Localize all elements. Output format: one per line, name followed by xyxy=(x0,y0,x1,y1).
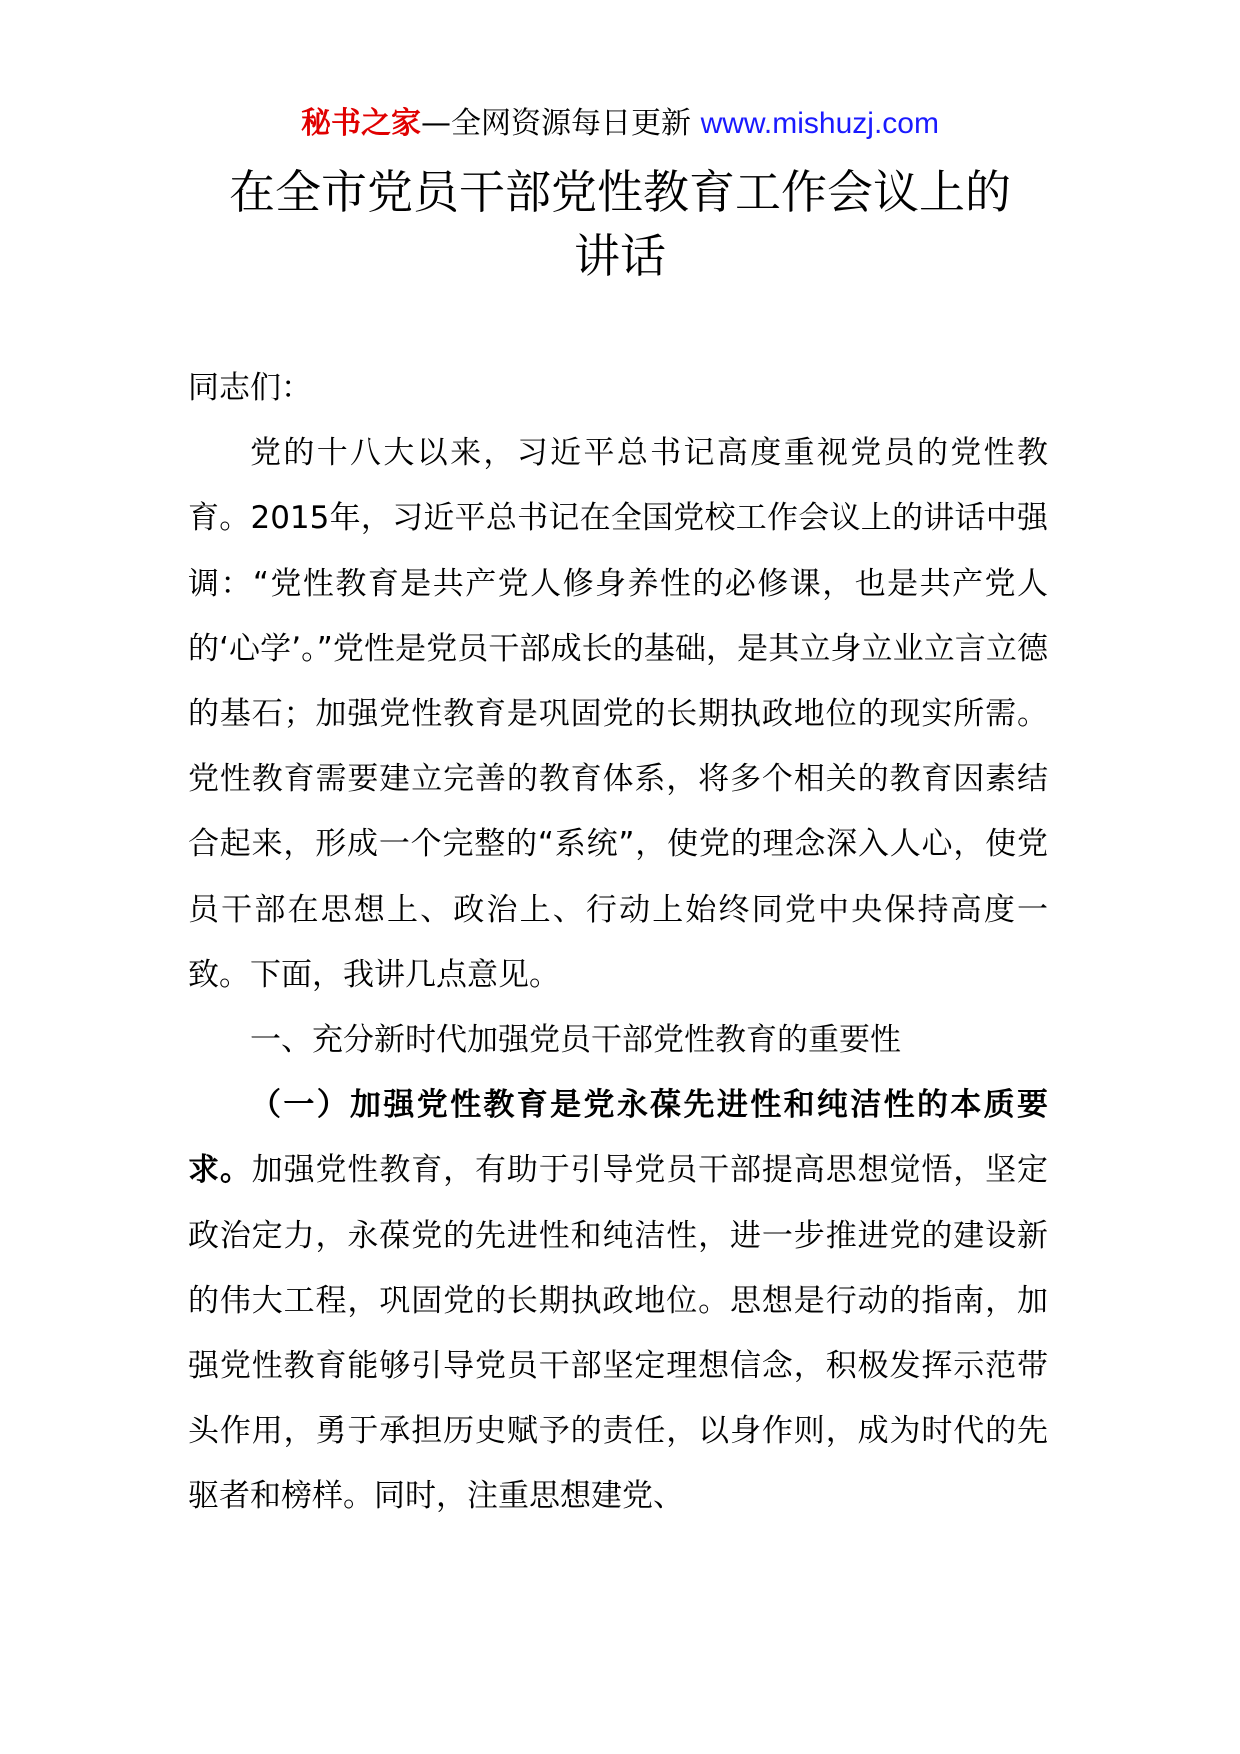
subsection-text-1: 加强党性教育，有助于引导党员干部提高思想觉悟，坚定政治定力，永葆党的先进性和纯洁性，进一步推进党的建设新的伟大工程，巩固党的长期执政地位。思想是行动的指南，加强党性教育能够引导党员干部坚定理想信念，积极发挥示范带头作用，勇于承担历史赋予的责任，以身作则，成为时代的先驱者和榜样。同时，注重思想建党、 xyxy=(188,1152,1049,1515)
salutation: 同志们： xyxy=(188,370,312,406)
section-heading-1: 一、充分新时代加强党员干部党性教育的重要性 xyxy=(250,1022,901,1059)
site-header xyxy=(0,102,1240,146)
document-title-line-2: 讲话 xyxy=(574,229,666,283)
document-body xyxy=(188,356,1048,1530)
site-url[interactable]: www.mishuzj.com xyxy=(700,107,939,140)
document-title-line-1: 在全市党员干部党性教育工作会议上的 xyxy=(229,165,1011,219)
site-tagline: —全网资源每日更新 xyxy=(421,106,701,141)
site-brand: 秘书之家 xyxy=(301,106,422,141)
paragraph-subsection-1 xyxy=(188,1073,1048,1529)
document-title xyxy=(150,160,1090,288)
subsection-heading-1: （一）加强党性教育是党永葆先进性和纯洁性的本质要求。 xyxy=(188,1087,1048,1189)
paragraph-intro: 党的十八大以来，习近平总书记高度重视党员的党性教育。2015年，习近平总书记在全国党校工作会议上的讲话中强调：“党性教育是共产党人修身养性的必修课，也是共产党人的‘心学’。”党性是党员干部成长的基础，是其立身立业立言立德的基石；加强党性教育是巩固党的长期执政地位的现实所需。党性教育需要建立完善的教育体系，将多个相关的教育因素结合起来，形成一个完整的“系统”，使党的理念深入人心，使党员干部在思想上、政治上、行动上始终同党中央保持高度一致。下面，我讲几点意见。 xyxy=(188,435,1048,993)
